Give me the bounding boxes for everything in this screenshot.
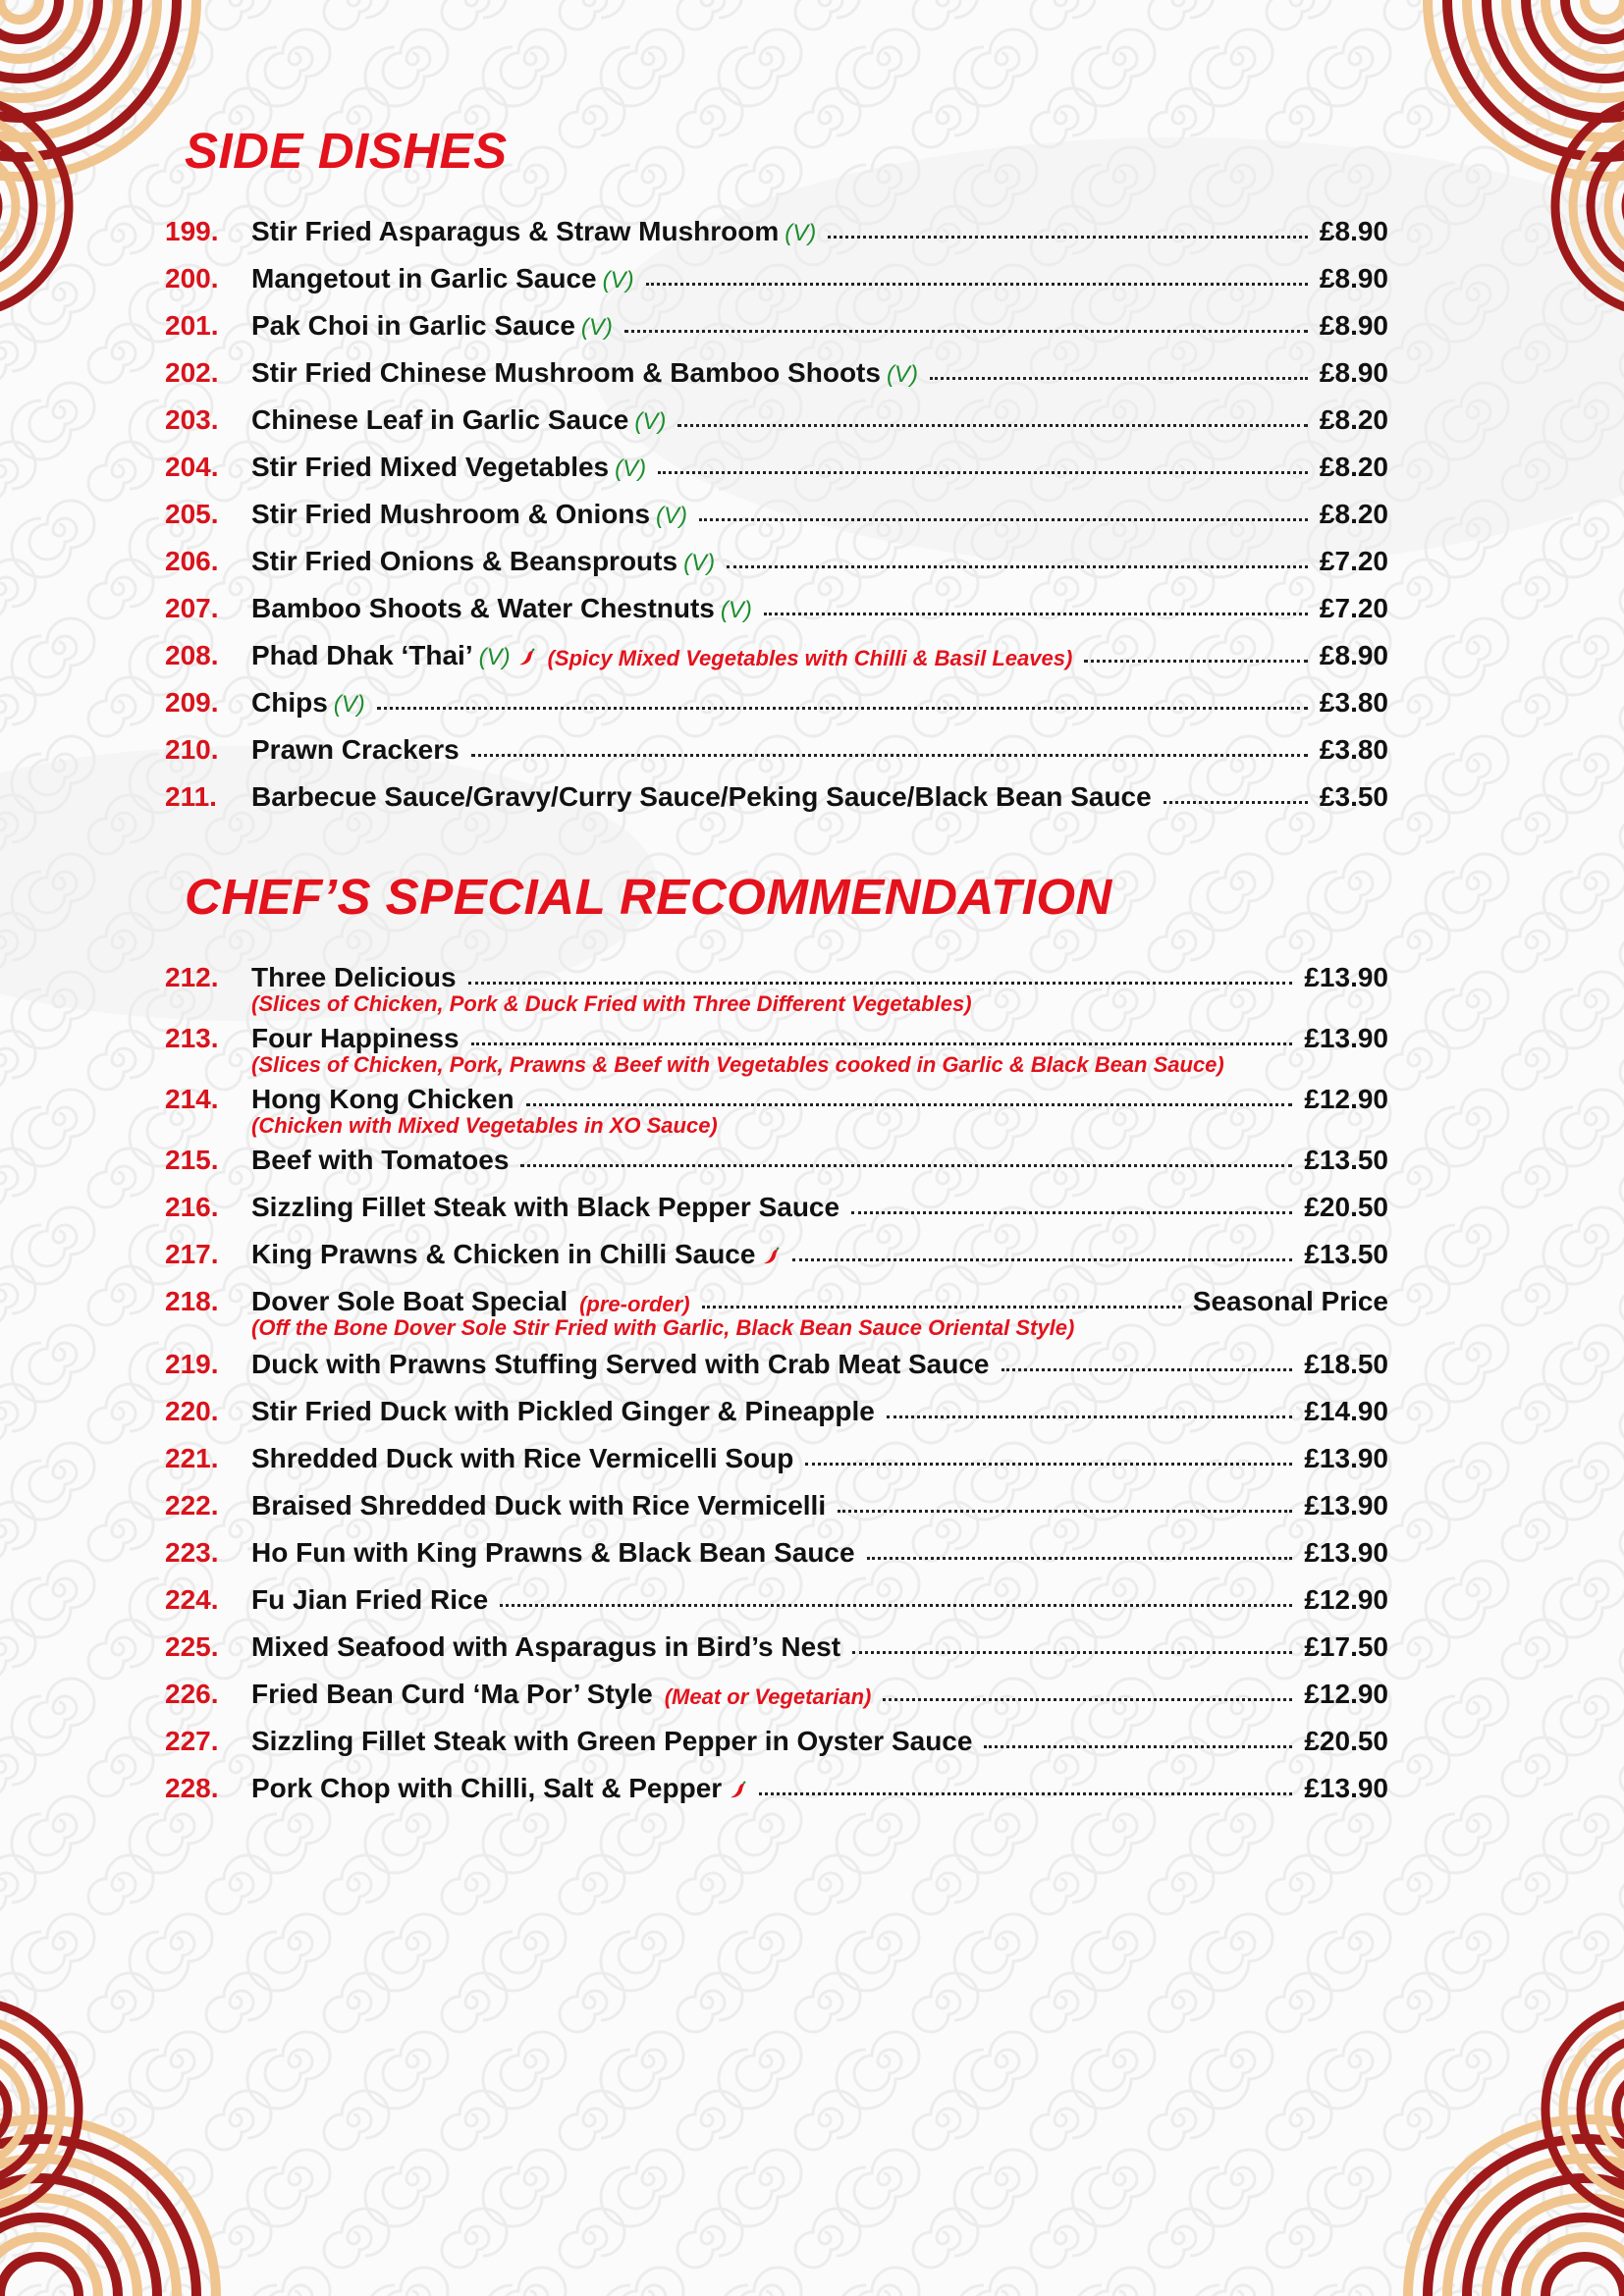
menu-item (165, 1671, 1388, 1710)
item-price: £17.50 (1304, 1631, 1388, 1662)
menu-item (165, 954, 1388, 1016)
item-price: £14.90 (1304, 1396, 1388, 1426)
item-number: 228. (165, 1773, 219, 1803)
item-number: 213. (165, 1023, 219, 1053)
item-name: Fried Bean Curd ‘Ma Por’ Style (251, 1679, 653, 1709)
item-price: £13.90 (1304, 1023, 1388, 1053)
item-number: 225. (165, 1631, 219, 1662)
menu-item (165, 1184, 1388, 1223)
vegetarian-icon: (V) (656, 503, 688, 529)
item-price: £8.20 (1319, 452, 1388, 482)
menu-item (165, 208, 1388, 247)
dot-leader (1001, 1368, 1293, 1371)
vegetarian-icon: (V) (634, 408, 667, 435)
item-number: 209. (165, 687, 219, 718)
item-name: Stir Fried Duck with Pickled Ginger & Pineapple (251, 1396, 875, 1426)
item-name: Sizzling Fillet Steak with Green Pepper in Oyster Sauce (251, 1726, 973, 1756)
item-price: £3.80 (1319, 687, 1388, 718)
menu-item-row (165, 1341, 1388, 1380)
item-price: £12.90 (1304, 1084, 1388, 1114)
vegetarian-icon: (V) (602, 267, 634, 294)
spicy-chili-icon (511, 640, 536, 671)
menu-item-row (165, 726, 1388, 766)
item-name: Ho Fun with King Prawns & Black Bean Sauce (251, 1537, 855, 1568)
menu-item (165, 1576, 1388, 1616)
menu-item-row (165, 1765, 1388, 1804)
dot-leader (838, 1510, 1292, 1513)
item-name: Stir Fried Chinese Mushroom & Bamboo Shoots (251, 357, 881, 388)
menu-item (165, 1624, 1388, 1663)
menu-item (165, 1435, 1388, 1474)
item-number: 218. (165, 1286, 219, 1316)
item-price: £18.50 (1304, 1349, 1388, 1379)
dot-leader (520, 1164, 1292, 1167)
item-name: Phad Dhak ‘Thai’ (251, 640, 473, 670)
item-number: 208. (165, 640, 219, 670)
item-number: 215. (165, 1145, 219, 1175)
dot-leader (1084, 660, 1308, 663)
item-price: £8.90 (1319, 357, 1388, 388)
menu-item-row (165, 255, 1388, 294)
dot-leader (646, 283, 1308, 286)
dot-leader (699, 518, 1308, 521)
menu-item (165, 1231, 1388, 1270)
item-number: 226. (165, 1679, 219, 1709)
item-number: 212. (165, 962, 219, 992)
menu-item (165, 585, 1388, 624)
item-name: Fu Jian Fried Rice (251, 1584, 489, 1615)
menu-item (165, 444, 1388, 483)
menu-item-row (165, 491, 1388, 530)
menu-item (165, 538, 1388, 577)
dot-leader (792, 1258, 1292, 1261)
item-price: £7.20 (1319, 593, 1388, 623)
vegetarian-icon: (V) (580, 314, 613, 341)
dot-leader (471, 754, 1308, 757)
item-name: Dover Sole Boat Special (251, 1286, 568, 1316)
dot-leader (883, 1698, 1292, 1701)
dot-leader (851, 1211, 1292, 1214)
item-name: Stir Fried Mushroom & Onions (251, 499, 651, 529)
item-price: £13.90 (1304, 1490, 1388, 1521)
item-name: Mixed Seafood with Asparagus in Bird’s Nest (251, 1631, 841, 1662)
item-name: Shredded Duck with Rice Vermicelli Soup (251, 1443, 794, 1473)
dot-leader (727, 565, 1308, 568)
item-number: 201. (165, 310, 219, 341)
dot-leader (702, 1306, 1181, 1308)
spicy-chili-icon (722, 1773, 747, 1804)
dot-leader (471, 1042, 1293, 1045)
menu-item-row (165, 679, 1388, 719)
menu-item-row (165, 1137, 1388, 1176)
menu-item (165, 1137, 1388, 1176)
menu-item-row (165, 1278, 1388, 1317)
item-number: 216. (165, 1192, 219, 1222)
item-number: 205. (165, 499, 219, 529)
item-number: 222. (165, 1490, 219, 1521)
item-price: £13.90 (1304, 962, 1388, 992)
section-title-side-dishes: SIDE DISHES (185, 123, 508, 179)
vegetarian-icon: (V) (886, 361, 918, 388)
menu-item-row (165, 349, 1388, 389)
chili-icon (516, 648, 536, 667)
item-price: £12.90 (1304, 1679, 1388, 1709)
dot-leader (624, 330, 1308, 333)
menu-item-row (165, 1435, 1388, 1474)
item-number: 202. (165, 357, 219, 388)
dot-leader (377, 707, 1308, 710)
item-price: £13.50 (1304, 1145, 1388, 1175)
menu-item-row (165, 774, 1388, 813)
item-price: Seasonal Price (1192, 1286, 1388, 1316)
dot-leader (984, 1745, 1292, 1748)
menu-item (165, 1278, 1388, 1340)
item-price: £8.90 (1319, 216, 1388, 246)
vegetarian-icon: (V) (333, 691, 365, 718)
item-description: (Slices of Chicken, Pork & Duck Fried with Three Different Vegetables) (251, 991, 972, 1016)
dot-leader (526, 1103, 1293, 1106)
item-price: £13.90 (1304, 1443, 1388, 1473)
item-price: £20.50 (1304, 1726, 1388, 1756)
item-price: £13.50 (1304, 1239, 1388, 1269)
menu-item-row (165, 954, 1388, 993)
menu-item-row (165, 1576, 1388, 1616)
item-name: Bamboo Shoots & Water Chestnuts (251, 593, 715, 623)
menu-item-row (165, 632, 1388, 671)
item-description: (Slices of Chicken, Pork, Prawns & Beef with Vegetables cooked in Garlic & Black Bean Sauce) (251, 1052, 1224, 1077)
chili-icon (728, 1781, 747, 1800)
menu-item (165, 632, 1388, 671)
vegetarian-icon: (V) (683, 550, 716, 576)
item-number: 220. (165, 1396, 219, 1426)
menu-item-row (165, 538, 1388, 577)
item-name: Barbecue Sauce/Gravy/Curry Sauce/Peking Sauce/Black Bean Sauce (251, 781, 1152, 812)
menu-item-row (165, 585, 1388, 624)
vegetarian-icon: (V) (615, 455, 647, 482)
item-number: 210. (165, 734, 219, 765)
chili-icon (761, 1247, 781, 1266)
menu-item-row (165, 1184, 1388, 1223)
menu-item-row (165, 397, 1388, 436)
menu-item-row (165, 1015, 1388, 1054)
menu-item (165, 491, 1388, 530)
menu-item (165, 1718, 1388, 1757)
item-name: Chinese Leaf in Garlic Sauce (251, 404, 629, 435)
item-price: £13.90 (1304, 1773, 1388, 1803)
item-name: Duck with Prawns Stuffing Served with Crab Meat Sauce (251, 1349, 990, 1379)
vegetarian-icon: (V) (785, 220, 817, 246)
menu-item-row (165, 1718, 1388, 1757)
item-description: (Chicken with Mixed Vegetables in XO Sauce) (251, 1113, 718, 1138)
menu-item (165, 1341, 1388, 1380)
item-name: Chips (251, 687, 328, 718)
spicy-chili-icon (755, 1239, 781, 1270)
item-price: £3.50 (1319, 781, 1388, 812)
menu-item (165, 349, 1388, 389)
menu-item (165, 679, 1388, 719)
item-number: 223. (165, 1537, 219, 1568)
item-number: 217. (165, 1239, 219, 1269)
item-number: 206. (165, 546, 219, 576)
item-number: 224. (165, 1584, 219, 1615)
menu-item (165, 397, 1388, 436)
dot-leader (930, 377, 1308, 380)
menu-item (165, 1015, 1388, 1077)
vegetarian-icon: (V) (478, 644, 511, 670)
item-number: 211. (165, 781, 217, 812)
vegetarian-icon: (V) (720, 597, 752, 623)
item-name: Beef with Tomatoes (251, 1145, 510, 1175)
item-description: (Off the Bone Dover Sole Stir Fried with Garlic, Black Bean Sauce Oriental Style) (251, 1315, 1075, 1340)
item-number: 221. (165, 1443, 219, 1473)
item-name: Stir Fried Mixed Vegetables (251, 452, 610, 482)
menu-item-row (165, 1388, 1388, 1427)
item-price: £7.20 (1319, 546, 1388, 576)
item-note: (pre-order) (579, 1292, 690, 1316)
item-number: 204. (165, 452, 219, 482)
menu-item (165, 726, 1388, 766)
dot-leader (867, 1557, 1293, 1560)
item-number: 219. (165, 1349, 219, 1379)
menu-item-row (165, 1231, 1388, 1270)
item-name: Prawn Crackers (251, 734, 460, 765)
item-price: £8.90 (1319, 640, 1388, 670)
menu-item (165, 1529, 1388, 1569)
dot-leader (677, 424, 1308, 427)
menu-item (165, 774, 1388, 813)
menu-item-row (165, 302, 1388, 342)
item-price: £20.50 (1304, 1192, 1388, 1222)
item-number: 227. (165, 1726, 219, 1756)
item-number: 214. (165, 1084, 219, 1114)
menu-item-row (165, 1671, 1388, 1710)
menu-item-row (165, 1624, 1388, 1663)
menu-item-row (165, 208, 1388, 247)
item-name: King Prawns & Chicken in Chilli Sauce (251, 1239, 756, 1269)
item-note: (Meat or Vegetarian) (664, 1684, 872, 1709)
dot-leader (828, 236, 1308, 239)
item-number: 203. (165, 404, 219, 435)
item-name: Mangetout in Garlic Sauce (251, 263, 597, 294)
menu-item-row (165, 1076, 1388, 1115)
menu-item-row (165, 1482, 1388, 1522)
menu-item-row (165, 444, 1388, 483)
menu-item (165, 302, 1388, 342)
item-price: £12.90 (1304, 1584, 1388, 1615)
dot-leader (764, 613, 1308, 615)
section-title-chefs-special: CHEF’S SPECIAL RECOMMENDATION (185, 869, 1112, 925)
item-name: Braised Shredded Duck with Rice Vermicelli (251, 1490, 827, 1521)
item-name: Pak Choi in Garlic Sauce (251, 310, 575, 341)
item-name: Four Happiness (251, 1023, 460, 1053)
dot-leader (500, 1604, 1292, 1607)
menu-item (165, 1388, 1388, 1427)
menu-item (165, 255, 1388, 294)
item-name: Stir Fried Onions & Beansprouts (251, 546, 678, 576)
item-price: £8.90 (1319, 310, 1388, 341)
item-price: £13.90 (1304, 1537, 1388, 1568)
menu-item (165, 1482, 1388, 1522)
dot-leader (658, 471, 1308, 474)
item-number: 200. (165, 263, 219, 294)
item-name: Three Delicious (251, 962, 457, 992)
dot-leader (887, 1415, 1293, 1418)
dot-leader (805, 1463, 1292, 1466)
item-number: 207. (165, 593, 219, 623)
dot-leader (1164, 801, 1308, 804)
item-name: Sizzling Fillet Steak with Black Pepper Sauce (251, 1192, 840, 1222)
dot-leader (852, 1651, 1292, 1654)
menu-item (165, 1765, 1388, 1804)
item-note: (Spicy Mixed Vegetables with Chilli & Basil Leaves) (547, 646, 1073, 670)
item-name: Hong Kong Chicken (251, 1084, 514, 1114)
item-price: £8.90 (1319, 263, 1388, 294)
item-name: Stir Fried Asparagus & Straw Mushroom (251, 216, 780, 246)
menu-item-row (165, 1529, 1388, 1569)
dot-leader (468, 982, 1293, 985)
item-name: Pork Chop with Chilli, Salt & Pepper (251, 1773, 723, 1803)
dot-leader (759, 1792, 1292, 1795)
item-price: £3.80 (1319, 734, 1388, 765)
menu-item (165, 1076, 1388, 1138)
item-number: 199. (165, 216, 219, 246)
item-price: £8.20 (1319, 404, 1388, 435)
item-price: £8.20 (1319, 499, 1388, 529)
